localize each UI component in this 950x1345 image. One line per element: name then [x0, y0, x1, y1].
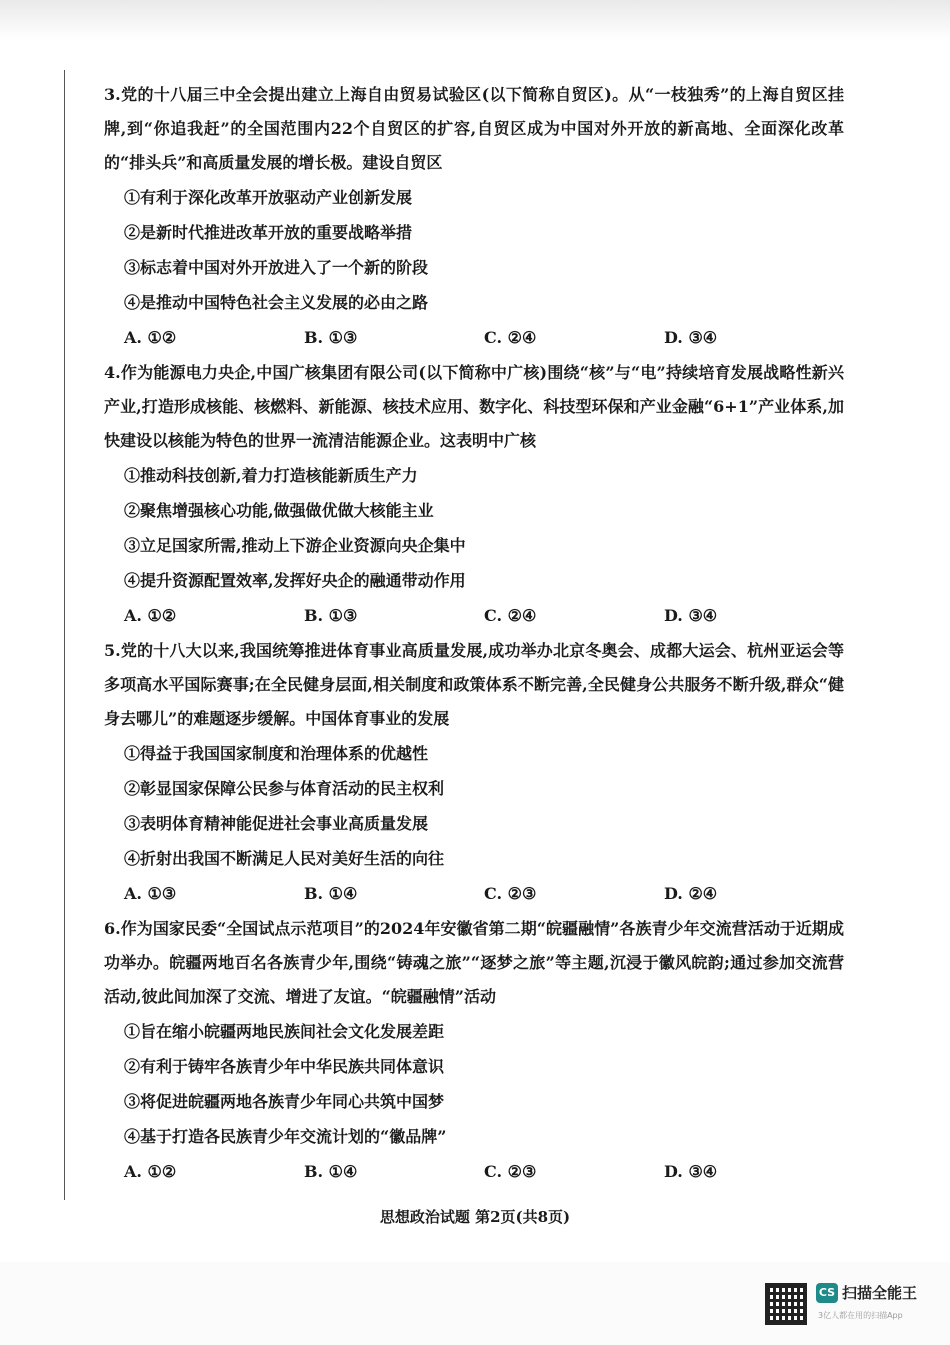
- option-2: ②是新时代推进改革开放的重要战略举措: [124, 223, 413, 242]
- option-2: ②有利于铸牢各族青少年中华民族共同体意识: [124, 1057, 445, 1076]
- page-footer: 思想政治试题 第2页(共8页): [379, 1208, 571, 1226]
- option-3: ③标志着中国对外开放进入了一个新的阶段: [124, 258, 429, 277]
- answer-b: B. ①③: [304, 328, 358, 347]
- question-4: [104, 356, 844, 634]
- answer-choices: [104, 876, 844, 912]
- answer-choices: [104, 1154, 844, 1190]
- answer-d: D. ②④: [664, 884, 718, 903]
- answer-d: D. ③④: [664, 606, 718, 625]
- question-3: [104, 78, 844, 356]
- scanner-watermark-strip: [0, 1262, 950, 1345]
- answer-d: D. ③④: [664, 328, 718, 347]
- scanner-brand-tagline: 3亿人都在用的扫描App: [818, 1311, 903, 1320]
- option-1: ①旨在缩小皖疆两地民族间社会文化发展差距: [124, 1022, 445, 1041]
- question-stem: 5.党的十八大以来,我国统筹推进体育事业高质量发展,成功举办北京冬奥会、成都大运会、杭州亚运会等多项高水平国际赛事;在全民健身层面,相关制度和政策体系不断完善,全民健身公共服务不断升级,群众“健身去哪儿”的难题逐步缓解。中国体育事业的发展: [104, 641, 844, 728]
- binding-margin-line: [64, 70, 65, 1200]
- answer-c: C. ②③: [484, 1162, 537, 1181]
- option-1: ①推动科技创新,着力打造核能新质生产力: [124, 466, 418, 485]
- option-4: ④折射出我国不断满足人民对美好生活的向往: [124, 849, 445, 868]
- option-4: ④基于打造各民族青少年交流计划的“徽品牌”: [124, 1127, 447, 1146]
- option-3: ③立足国家所需,推动上下游企业资源向央企集中: [124, 536, 466, 555]
- question-stem: 4.作为能源电力央企,中国广核集团有限公司(以下简称中广核)围绕“核”与“电”持续培育发展战略性新兴产业,打造形成核能、核燃料、新能源、核技术应用、数字化、科技型环保和产业金融“6+1”产业体系,加快建设以核能为特色的世界一流清洁能源企业。这表明中广核: [104, 363, 844, 450]
- option-2: ②聚焦增强核心功能,做强做优做大核能主业: [124, 501, 434, 520]
- option-3: ③将促进皖疆两地各族青少年同心共筑中国梦: [124, 1092, 445, 1111]
- answer-c: C. ②④: [484, 606, 537, 625]
- option-2: ②彰显国家保障公民参与体育活动的民主权利: [124, 779, 445, 798]
- answer-a: A. ①②: [124, 328, 177, 347]
- option-4: ④提升资源配置效率,发挥好央企的融通带动作用: [124, 571, 466, 590]
- exam-page: [104, 78, 844, 1190]
- question-6: [104, 912, 844, 1190]
- option-1: ①有利于深化改革开放驱动产业创新发展: [124, 188, 413, 207]
- option-4: ④是推动中国特色社会主义发展的必由之路: [124, 293, 429, 312]
- qr-code-icon: [765, 1283, 807, 1325]
- answer-c: C. ②③: [484, 884, 537, 903]
- answer-c: C. ②④: [484, 328, 537, 347]
- scanner-brand-name: 扫描全能王: [842, 1284, 918, 1302]
- question-5: [104, 634, 844, 912]
- answer-a: A. ①③: [124, 884, 177, 903]
- answer-a: A. ①②: [124, 1162, 177, 1181]
- answer-b: B. ①③: [304, 606, 358, 625]
- option-1: ①得益于我国国家制度和治理体系的优越性: [124, 744, 429, 763]
- answer-choices: [104, 598, 844, 634]
- answer-d: D. ③④: [664, 1162, 718, 1181]
- answer-choices: [104, 320, 844, 356]
- option-3: ③表明体育精神能促进社会事业高质量发展: [124, 814, 429, 833]
- scan-top-edge: [0, 0, 950, 40]
- camscanner-logo-icon: CS: [816, 1283, 838, 1303]
- answer-a: A. ①②: [124, 606, 177, 625]
- question-stem: 6.作为国家民委“全国试点示范项目”的2024年安徽省第二期“皖疆融情”各族青少年交流营活动于近期成功举办。皖疆两地百名各族青少年,围绕“铸魂之旅”“逐梦之旅”等主题,沉浸于徽风皖韵;通过参加交流营活动,彼此间加深了交流、增进了友谊。“皖疆融情”活动: [104, 919, 844, 1006]
- answer-b: B. ①④: [304, 884, 358, 903]
- question-stem: 3.党的十八届三中全会提出建立上海自由贸易试验区(以下简称自贸区)。从“一枝独秀”的上海自贸区挂牌,到“你追我赶”的全国范围内22个自贸区的扩容,自贸区成为中国对外开放的新高地、全面深化改革的“排头兵”和高质量发展的增长极。建设自贸区: [104, 85, 844, 172]
- answer-b: B. ①④: [304, 1162, 358, 1181]
